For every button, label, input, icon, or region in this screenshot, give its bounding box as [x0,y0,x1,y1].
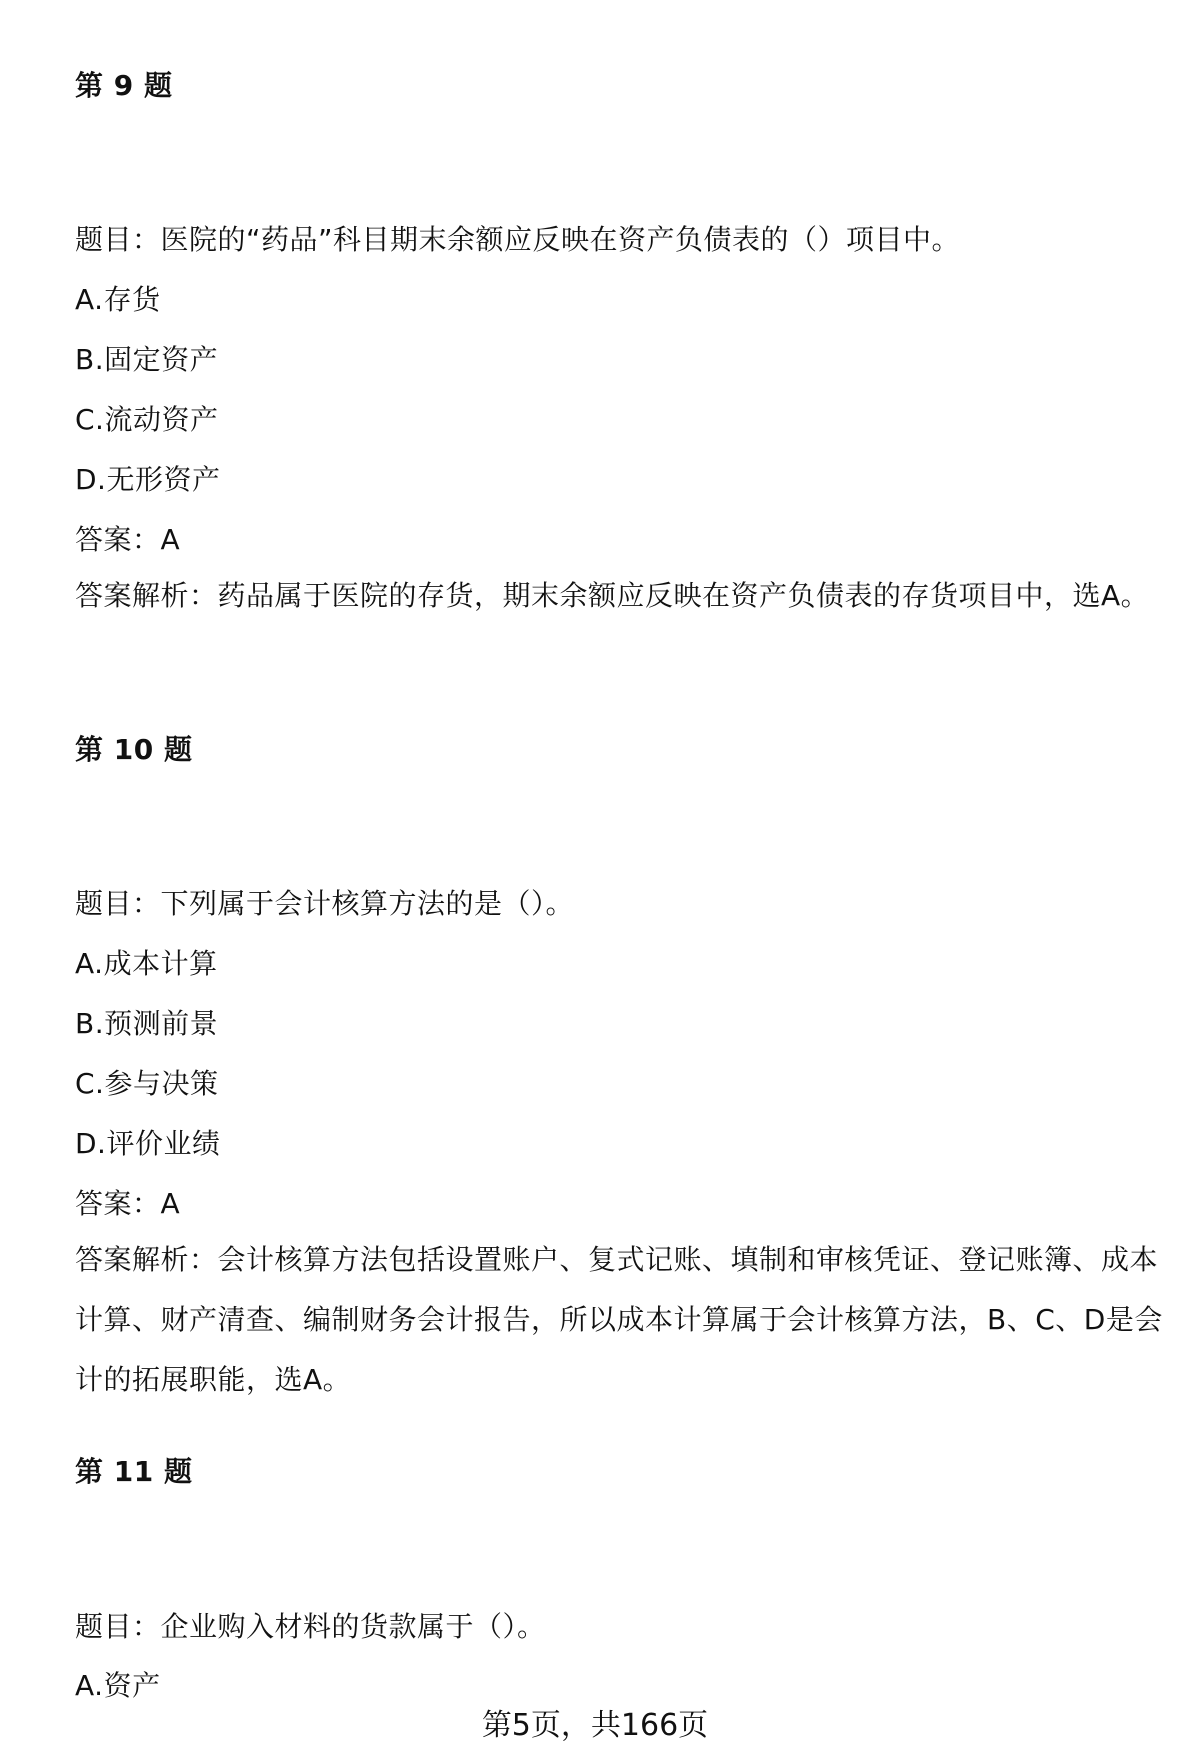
option-c: C.参与决策 [75,1067,219,1100]
option-c: C.流动资产 [75,403,219,436]
answer: 答案：A [75,523,181,556]
page-number: 第5页，共166页 [481,1708,709,1743]
answer-explanation: 答案解析：药品属于医院的存货，期末余额应反映在资产负债表的存货项目中，选A。 [75,579,1150,612]
option-b: B.固定资产 [75,343,219,376]
option-d: D.无形资产 [75,463,221,496]
question-stem: 题目：企业购入材料的货款属于（）。 [75,1610,546,1643]
option-b: B.预测前景 [75,1007,219,1040]
answer: 答案：A [75,1187,181,1220]
question-stem: 题目：下列属于会计核算方法的是（）。 [75,887,575,920]
option-a: A.资产 [75,1669,161,1702]
answer-explanation: 答案解析：会计核算方法包括设置账户、复式记账、填制和审核凭证、登记账簿、成本计算、财产清查、编制财务会计报告，所以成本计算属于会计核算方法，B、C、D是会计的拓展职能，选A。 [75,1243,1163,1396]
question-heading: 第 9 题 [75,69,173,102]
option-a: A.成本计算 [75,947,218,980]
question-stem: 题目：医院的“药品”科目期末余额应反映在资产负债表的（）项目中。 [75,223,961,256]
question-heading: 第 11 题 [75,1455,193,1488]
option-a: A.存货 [75,283,161,316]
question-heading: 第 10 题 [75,733,193,766]
option-d: D.评价业绩 [75,1127,221,1160]
